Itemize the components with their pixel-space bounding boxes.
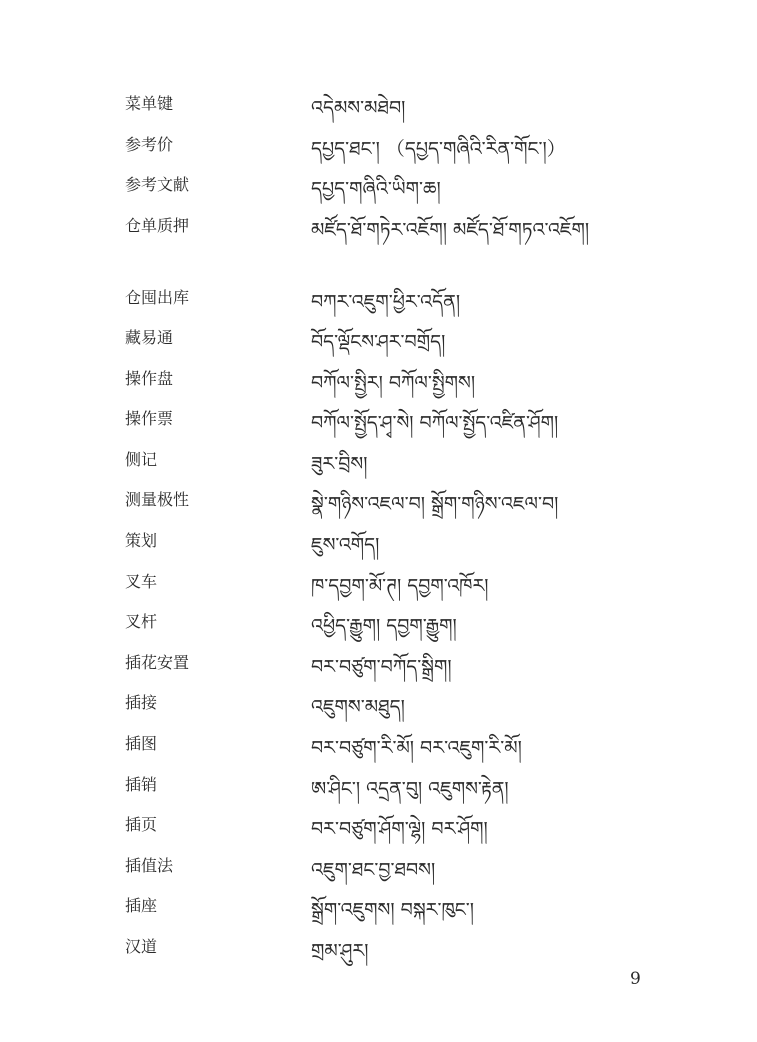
entry-term: 叉车 [125, 572, 158, 591]
entry-translation: ཇུས་འགོད། [311, 534, 380, 556]
entry-translation: བཀར་འཇུག་ཕྱིར་འདོན། [311, 291, 461, 313]
entry-term: 汉道 [125, 937, 158, 956]
entry-translation: འདེམས་མཐེབ། [311, 97, 406, 119]
entry-term: 叉杆 [125, 612, 158, 631]
entry-term: 测量极性 [125, 490, 190, 509]
entry-term: 仓单质押 [125, 216, 190, 235]
entry-translation: བར་བཙུག་བཀོད་སྒྲིག། [311, 656, 452, 678]
entry-term: 插值法 [125, 856, 174, 875]
entry-translation: སྣེ་གཉིས་འཇལ་བ། སྒྲོག་གཉིས་འཇལ་བ། [311, 493, 559, 515]
entry-term: 插座 [125, 896, 158, 915]
entry-term: 参考文献 [125, 175, 190, 194]
entry-term: 插接 [125, 693, 158, 712]
entry-term: 操作票 [125, 409, 174, 428]
entry-term: 参考价 [125, 135, 174, 154]
entry-term: 插花安置 [125, 653, 190, 672]
entry-term: 策划 [125, 531, 158, 550]
entry-translation: འཇུག་ཐང་བྱ་ཐབས། [311, 859, 436, 881]
entry-translation: མཛོད་ཐོ་གཏེར་འཇོག། མཛོད་ཐོ་གཏའ་འཇོག། [311, 219, 590, 241]
entry-translation: ཟུར་བྲིས། [311, 453, 368, 475]
entry-translation: དཔྱད་གཞིའི་ཡིག་ཆ། [311, 178, 441, 200]
page-number: 9 [630, 969, 641, 989]
entry-translation: དཔྱད་ཐང་། （དཔྱད་གཞིའི་རིན་གོང་།） [311, 138, 566, 160]
entry-translation: འཇུགས་མཐུད། [311, 696, 405, 718]
entry-translation: གྲམ་ཤུར། [311, 940, 369, 962]
entry-translation: ཨ་ཤིང་། འདྲན་བུ། འཇུགས་རྟེན། [311, 778, 509, 800]
entry-translation: བོད་ལྡོངས་ཤར་བགྲོད། [311, 331, 446, 353]
entry-translation: བཀོལ་སྤྱོད་ཤྭ་སེ། བཀོལ་སྤྱོད་འཛིན་ཤོག། [311, 412, 559, 434]
entry-term: 操作盘 [125, 369, 174, 388]
entry-term: 插页 [125, 815, 158, 834]
entry-term: 仓囤出库 [125, 288, 190, 307]
entry-translation: འཕྱིད་རྒྱུག། དབྱག་རྒྱུག། [311, 615, 457, 637]
entry-term: 侧记 [125, 450, 158, 469]
entry-translation: སྒྲོག་འཇུགས། བསྐར་ཁུང་། [311, 899, 474, 921]
entry-translation: བར་བཙུག་ཤོག་ལྷེ། བར་ཤོག། [311, 818, 488, 840]
entry-translation: བཀོལ་སྤྱིར། བཀོལ་སྤྱིགས། [311, 372, 476, 394]
entry-translation: ཁ་དབྱག་མོ་ཊ། དབྱག་འཁོར། [311, 575, 489, 597]
entry-term: 插图 [125, 734, 158, 753]
entry-term: 菜单键 [125, 94, 174, 113]
entry-term: 藏易通 [125, 328, 174, 347]
entry-translation: བར་བཙུག་རི་མོ། བར་འཇུག་རི་མོ། [311, 737, 522, 759]
entry-term: 插销 [125, 775, 158, 794]
